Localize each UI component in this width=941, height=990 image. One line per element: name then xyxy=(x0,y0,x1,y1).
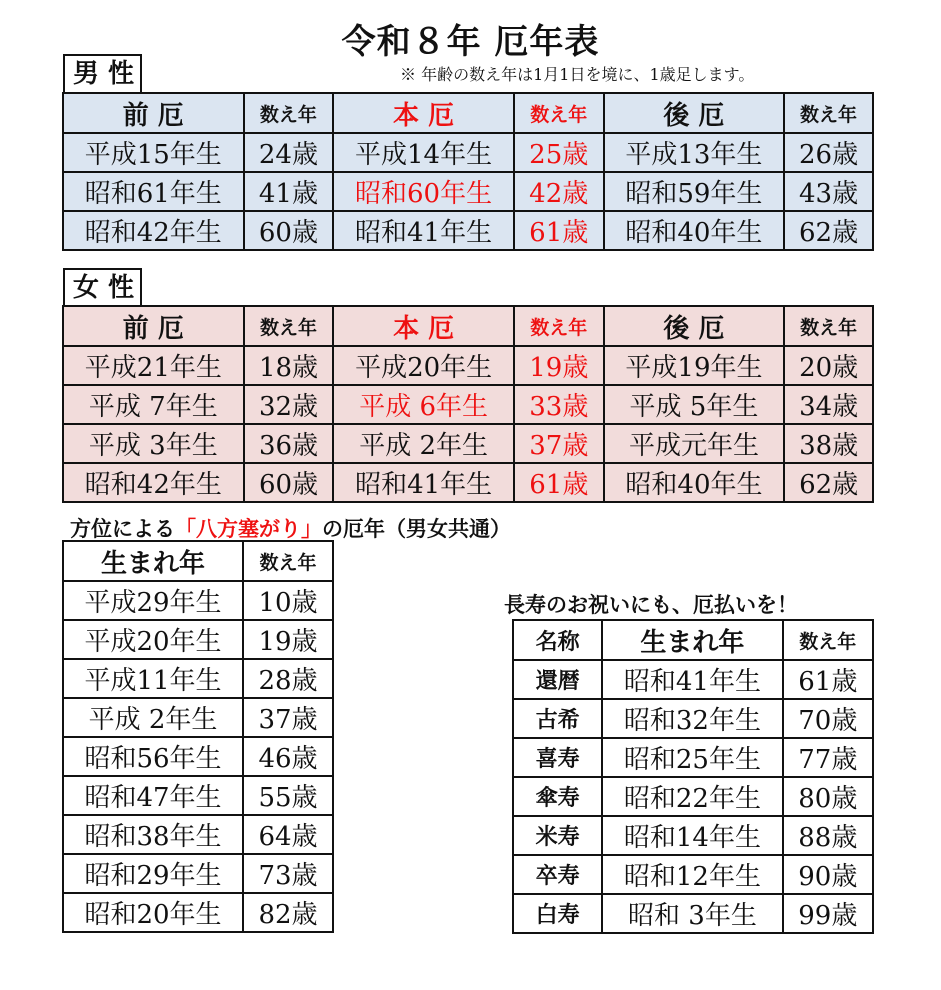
longevity-header-row xyxy=(513,620,873,660)
table-cell: 平成 5年生 xyxy=(604,385,785,424)
table-cell: 10歳 xyxy=(243,581,333,620)
table-row xyxy=(63,737,333,776)
female-header-ato: 後 厄 xyxy=(604,306,785,346)
table-cell: 61歳 xyxy=(514,463,604,502)
table-cell: 61歳 xyxy=(514,211,604,250)
table-cell: 55歳 xyxy=(243,776,333,815)
table-cell: 昭和41年生 xyxy=(333,463,514,502)
table-cell: 26歳 xyxy=(784,133,873,172)
happou-header-row xyxy=(63,541,333,581)
table-row xyxy=(513,738,873,777)
table-row xyxy=(63,893,333,932)
happou-title-red: 「八方塞がり」 xyxy=(175,517,322,541)
table-row xyxy=(63,854,333,893)
longevity-table xyxy=(512,619,874,934)
table-row xyxy=(513,894,873,933)
table-cell: 平成 2年生 xyxy=(63,698,243,737)
table-cell: 平成20年生 xyxy=(63,620,243,659)
table-cell: 平成 6年生 xyxy=(333,385,514,424)
table-cell: 平成 2年生 xyxy=(333,424,514,463)
male-header-age1: 数え年 xyxy=(244,93,334,133)
table-cell: 25歳 xyxy=(514,133,604,172)
table-row xyxy=(63,463,873,502)
table-cell: 77歳 xyxy=(783,738,873,777)
table-cell: 82歳 xyxy=(243,893,333,932)
table-cell: 62歳 xyxy=(784,463,873,502)
female-header-row xyxy=(63,306,873,346)
female-header-age2: 数え年 xyxy=(514,306,604,346)
table-cell: 昭和14年生 xyxy=(602,816,782,855)
table-row xyxy=(63,346,873,385)
table-cell: 19歳 xyxy=(514,346,604,385)
longevity-header-name: 名称 xyxy=(513,620,602,660)
female-label: 女 性 xyxy=(63,268,142,306)
table-cell: 昭和38年生 xyxy=(63,815,243,854)
table-cell: 64歳 xyxy=(243,815,333,854)
page-title: 令和８年 厄年表 xyxy=(341,22,600,62)
table-cell: 平成19年生 xyxy=(604,346,785,385)
table-cell: 昭和32年生 xyxy=(602,699,782,738)
table-row xyxy=(63,659,333,698)
table-cell: 昭和22年生 xyxy=(602,777,782,816)
table-row xyxy=(513,777,873,816)
table-cell: 70歳 xyxy=(783,699,873,738)
table-cell: 42歳 xyxy=(514,172,604,211)
female-header-age1: 数え年 xyxy=(244,306,334,346)
table-row xyxy=(63,620,333,659)
happou-header-age: 数え年 xyxy=(243,541,333,581)
table-cell: 60歳 xyxy=(244,211,334,250)
table-cell: 平成15年生 xyxy=(63,133,244,172)
table-row xyxy=(63,172,873,211)
table-cell: 昭和29年生 xyxy=(63,854,243,893)
table-cell: 昭和41年生 xyxy=(602,660,782,699)
male-header-age3: 数え年 xyxy=(784,93,873,133)
table-cell: 37歳 xyxy=(514,424,604,463)
table-cell: 昭和 3年生 xyxy=(602,894,782,933)
table-row xyxy=(513,855,873,894)
table-cell: 37歳 xyxy=(243,698,333,737)
female-header-age3: 数え年 xyxy=(784,306,873,346)
table-cell: 99歳 xyxy=(783,894,873,933)
table-cell: 平成 3年生 xyxy=(63,424,244,463)
longevity-title: 長寿のお祝いにも、厄払いを！ xyxy=(504,593,798,617)
table-cell: 昭和59年生 xyxy=(604,172,785,211)
female-header-hon: 本 厄 xyxy=(333,306,514,346)
male-header-hon: 本 厄 xyxy=(333,93,514,133)
table-cell: 喜寿 xyxy=(513,738,602,777)
table-row xyxy=(63,424,873,463)
table-cell: 平成13年生 xyxy=(604,133,785,172)
table-cell: 60歳 xyxy=(244,463,334,502)
happou-table xyxy=(62,540,334,933)
table-cell: 平成20年生 xyxy=(333,346,514,385)
table-cell: 古希 xyxy=(513,699,602,738)
table-cell: 昭和56年生 xyxy=(63,737,243,776)
table-row xyxy=(513,816,873,855)
table-row xyxy=(63,385,873,424)
table-cell: 平成 7年生 xyxy=(63,385,244,424)
table-row xyxy=(63,133,873,172)
happou-title-pre: 方位による xyxy=(70,517,175,541)
table-cell: 36歳 xyxy=(244,424,334,463)
table-cell: 24歳 xyxy=(244,133,334,172)
table-cell: 昭和25年生 xyxy=(602,738,782,777)
table-row xyxy=(63,776,333,815)
table-cell: 昭和41年生 xyxy=(333,211,514,250)
longevity-header-age: 数え年 xyxy=(783,620,873,660)
male-header-age2: 数え年 xyxy=(514,93,604,133)
table-cell: 28歳 xyxy=(243,659,333,698)
table-row xyxy=(63,698,333,737)
table-cell: 白寿 xyxy=(513,894,602,933)
table-cell: 43歳 xyxy=(784,172,873,211)
table-row xyxy=(513,660,873,699)
table-cell: 20歳 xyxy=(784,346,873,385)
table-cell: 46歳 xyxy=(243,737,333,776)
table-row xyxy=(63,581,333,620)
table-cell: 平成元年生 xyxy=(604,424,785,463)
table-cell: 昭和40年生 xyxy=(604,211,785,250)
happou-title xyxy=(70,513,511,543)
table-cell: 61歳 xyxy=(783,660,873,699)
table-cell: 還暦 xyxy=(513,660,602,699)
table-cell: 90歳 xyxy=(783,855,873,894)
table-cell: 平成29年生 xyxy=(63,581,243,620)
table-cell: 34歳 xyxy=(784,385,873,424)
table-cell: 18歳 xyxy=(244,346,334,385)
table-cell: 62歳 xyxy=(784,211,873,250)
table-cell: 傘寿 xyxy=(513,777,602,816)
table-cell: 73歳 xyxy=(243,854,333,893)
table-cell: 80歳 xyxy=(783,777,873,816)
table-cell: 平成11年生 xyxy=(63,659,243,698)
table-cell: 昭和47年生 xyxy=(63,776,243,815)
table-cell: 38歳 xyxy=(784,424,873,463)
table-cell: 昭和40年生 xyxy=(604,463,785,502)
longevity-header-birth: 生まれ年 xyxy=(602,620,782,660)
happou-title-post: の厄年（男女共通） xyxy=(322,517,511,541)
male-header-row xyxy=(63,93,873,133)
table-cell: 昭和42年生 xyxy=(63,211,244,250)
male-table xyxy=(62,92,874,251)
female-header-mae: 前 厄 xyxy=(63,306,244,346)
table-cell: 昭和12年生 xyxy=(602,855,782,894)
table-cell: 卒寿 xyxy=(513,855,602,894)
table-row xyxy=(63,815,333,854)
table-cell: 昭和60年生 xyxy=(333,172,514,211)
male-header-mae: 前 厄 xyxy=(63,93,244,133)
male-label: 男 性 xyxy=(63,54,142,92)
table-cell: 41歳 xyxy=(244,172,334,211)
table-cell: 88歳 xyxy=(783,816,873,855)
female-table xyxy=(62,305,874,503)
table-cell: 32歳 xyxy=(244,385,334,424)
table-cell: 33歳 xyxy=(514,385,604,424)
male-header-ato: 後 厄 xyxy=(604,93,785,133)
table-cell: 米寿 xyxy=(513,816,602,855)
happou-header-birth: 生まれ年 xyxy=(63,541,243,581)
table-cell: 平成21年生 xyxy=(63,346,244,385)
age-note: ※ 年齢の数え年は1月1日を境に、1歳足します。 xyxy=(400,65,755,84)
table-cell: 平成14年生 xyxy=(333,133,514,172)
table-cell: 昭和61年生 xyxy=(63,172,244,211)
table-cell: 昭和20年生 xyxy=(63,893,243,932)
table-cell: 昭和42年生 xyxy=(63,463,244,502)
table-cell: 19歳 xyxy=(243,620,333,659)
table-row xyxy=(513,699,873,738)
table-row xyxy=(63,211,873,250)
